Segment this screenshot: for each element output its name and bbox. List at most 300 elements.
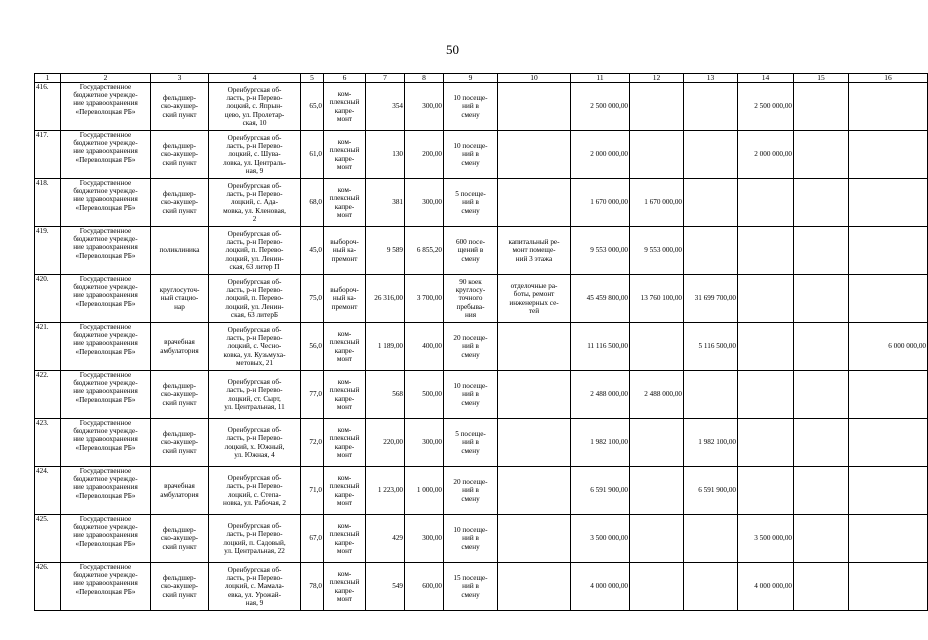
total-cost-text: 2 488 000,00 [590,390,628,399]
area-value [301,131,324,179]
cost-column-13 [684,515,738,563]
organization-name [61,323,151,371]
organization-name-text: Государственное бюджетное учрежде- ние здравоохранения «Переволоцкая РБ» [73,179,138,212]
capacity-value-text: 15 посеще- ний в смену [453,574,488,599]
cost-column-12 [630,227,684,275]
cost-column-12 [630,323,684,371]
cost-column-15 [794,275,849,323]
organization-name [61,515,151,563]
column-7-value [366,563,405,611]
cost-column-12 [630,515,684,563]
capacity-value-text: 600 посе- щений в смену [455,238,486,263]
column-header: 5 [301,74,324,83]
work-description [498,275,571,323]
organization-name-text: Государственное бюджетное учрежде- ние здравоохранения «Переволоцкая РБ» [73,515,138,548]
capacity-value-text: 5 посеще- ний в смену [455,190,486,215]
column-7-value [366,419,405,467]
cost-column-13 [684,467,738,515]
column-header: 4 [209,74,301,83]
organization-name-text: Государственное бюджетное учрежде- ние здравоохранения «Переволоцкая РБ» [73,131,138,164]
page-number: 50 [446,42,459,57]
cost-column-14 [738,371,794,419]
table-row [35,371,928,419]
total-cost-text: 3 500 000,00 [590,534,628,543]
capacity-value [444,515,498,563]
column-8-value-text: 300,00 [422,438,442,447]
facility-type [151,323,209,371]
total-cost [571,179,630,227]
cost-column-12 [630,371,684,419]
cost-column-16 [849,515,928,563]
column-8-value-text: 6 855,20 [416,246,442,255]
area-value [301,323,324,371]
cost-column-16 [849,371,928,419]
column-header: 13 [684,74,738,83]
facility-type-text: врачебная амбулатория [160,338,199,355]
area-value-text: 77,0 [309,390,322,399]
column-8-value [405,275,444,323]
column-header: 16 [849,74,928,83]
total-cost-text: 4 000 000,00 [590,582,628,591]
total-cost [571,83,630,131]
facility-address [209,371,301,419]
column-8-value-text: 300,00 [422,198,442,207]
capacity-value [444,419,498,467]
facility-type-text: фельдшер- ско-акушер- ский пункт [160,382,199,407]
row-number [35,83,61,131]
area-value-text: 78,0 [309,582,322,591]
organization-name [61,563,151,611]
area-value [301,179,324,227]
cost-column-14 [738,323,794,371]
capacity-value [444,563,498,611]
facility-address-text: Оренбургская об- ласть, р-н Перево- лоцкий, с. Ада- мовка, ул. Кленовая, 2 [223,181,286,223]
total-cost [571,467,630,515]
area-value [301,275,324,323]
work-type [324,227,366,275]
total-cost [571,323,630,371]
area-value [301,563,324,611]
column-7-value-text: 1 223,00 [377,486,403,495]
cost-column-16 [849,227,928,275]
total-cost [571,563,630,611]
area-value-text: 72,0 [309,438,322,447]
cost-column-12-text: 9 553 000,00 [644,246,682,255]
area-value-text: 65,0 [309,102,322,111]
organization-name [61,371,151,419]
facility-address-text: Оренбургская об- ласть, р-н Перево- лоцкий, п. Перево- лоцкий, ул. Ленин- ская, 63 литерБ [225,277,284,319]
work-description [498,371,571,419]
work-description [498,515,571,563]
column-header: 8 [405,74,444,83]
column-8-value [405,419,444,467]
column-8-value [405,563,444,611]
capacity-value [444,275,498,323]
organization-name [61,227,151,275]
column-8-value-text: 1 000,00 [416,486,442,495]
column-7-value-text: 354 [392,102,403,111]
facility-address [209,83,301,131]
total-cost-text: 1 982 100,00 [590,438,628,447]
table-row [35,131,928,179]
organization-name-text: Государственное бюджетное учрежде- ние здравоохранения «Переволоцкая РБ» [73,467,138,500]
table-row [35,563,928,611]
area-value [301,515,324,563]
cost-column-15 [794,563,849,611]
work-type [324,467,366,515]
total-cost-text: 1 670 000,00 [590,198,628,207]
facility-address-text: Оренбургская об- ласть, р-н Перево- лоцкий, п. Садовый, ул. Центральная, 22 [223,522,286,555]
capacity-value [444,227,498,275]
table-body [35,74,928,611]
cost-column-15 [794,227,849,275]
cost-column-13 [684,563,738,611]
table-row [35,83,928,131]
column-header: 6 [324,74,366,83]
facility-type-text: врачебная амбулатория [160,482,199,499]
table-row [35,515,928,563]
cost-column-14 [738,83,794,131]
column-7-value-text: 220,00 [383,438,403,447]
work-type-text: ком- плексный капре- монт [329,522,360,555]
area-value-text: 56,0 [309,342,322,351]
work-type-text: ком- плексный капре- монт [329,186,360,219]
row-number-text: 417. [36,131,49,139]
cost-column-13-text: 5 116 500,00 [698,342,736,351]
area-value [301,227,324,275]
row-number [35,371,61,419]
work-description [498,323,571,371]
cost-column-12 [630,563,684,611]
cost-column-13 [684,227,738,275]
facility-type [151,179,209,227]
column-7-value-text: 9 589 [386,246,403,255]
cost-column-13 [684,323,738,371]
cost-column-15 [794,179,849,227]
column-8-value [405,323,444,371]
organization-name [61,179,151,227]
cost-column-16 [849,563,928,611]
column-header: 3 [151,74,209,83]
work-type-text: ком- плексный капре- монт [329,474,360,507]
facility-type [151,563,209,611]
column-8-value [405,227,444,275]
area-value [301,371,324,419]
cost-column-16 [849,275,928,323]
column-header: 2 [61,74,151,83]
total-cost [571,131,630,179]
column-7-value-text: 568 [392,390,403,399]
work-type [324,419,366,467]
organization-name-text: Государственное бюджетное учрежде- ние здравоохранения «Переволоцкая РБ» [73,419,138,452]
total-cost [571,227,630,275]
capacity-value-text: 10 посеще- ний в смену [453,382,488,407]
cost-column-15 [794,131,849,179]
cost-column-12 [630,131,684,179]
work-type [324,371,366,419]
work-type [324,83,366,131]
work-type [324,323,366,371]
facilities-table [34,73,928,611]
row-number-text: 416. [36,83,49,91]
work-type-text: ком- плексный капре- монт [329,90,360,123]
row-number-text: 420. [36,275,49,283]
capacity-value [444,371,498,419]
organization-name [61,83,151,131]
total-cost-text: 2 000 000,00 [590,150,628,159]
cost-column-12-text: 13 760 100,00 [640,294,682,303]
cost-column-14 [738,419,794,467]
work-description [498,467,571,515]
capacity-value [444,83,498,131]
organization-name-text: Государственное бюджетное учрежде- ние здравоохранения «Переволоцкая РБ» [73,83,138,116]
table-row [35,275,928,323]
facility-type [151,275,209,323]
facility-address [209,131,301,179]
area-value [301,467,324,515]
work-description [498,83,571,131]
cost-column-15 [794,419,849,467]
cost-column-14 [738,131,794,179]
column-7-value-text: 130 [392,150,403,159]
column-8-value-text: 3 700,00 [416,294,442,303]
cost-column-13 [684,275,738,323]
column-header: 15 [794,74,849,83]
work-type [324,515,366,563]
cost-column-16 [849,131,928,179]
area-value-text: 71,0 [309,486,322,495]
facility-type [151,371,209,419]
cost-column-14-text: 4 000 000,00 [754,582,792,591]
work-type [324,179,366,227]
cost-column-12-text: 1 670 000,00 [644,198,682,207]
total-cost-text: 9 553 000,00 [590,246,628,255]
cost-column-12 [630,179,684,227]
row-number [35,515,61,563]
work-type-text: ком- плексный капре- монт [329,330,360,363]
work-description [498,179,571,227]
row-number [35,275,61,323]
facility-address-text: Оренбургская об- ласть, р-н Перево- лоцкий, с. Шува- ловка, ул. Централь- ная, 9 [223,133,286,175]
column-7-value [366,131,405,179]
cost-column-16 [849,83,928,131]
column-header: 12 [630,74,684,83]
column-7-value [366,275,405,323]
facility-address [209,419,301,467]
total-cost-text: 2 500 000,00 [590,102,628,111]
column-header: 7 [366,74,405,83]
total-cost-text: 11 116 500,00 [587,342,628,351]
cost-column-13-text: 1 982 100,00 [698,438,736,447]
cost-column-12 [630,275,684,323]
work-description [498,419,571,467]
work-type-text: ком- плексный капре- монт [329,426,360,459]
table-row [35,227,928,275]
row-number-text: 426. [36,563,49,571]
cost-column-16 [849,419,928,467]
capacity-value-text: 10 посеще- ний в смену [453,142,488,167]
cost-column-15 [794,371,849,419]
cost-column-14 [738,515,794,563]
area-value-text: 67,0 [309,534,322,543]
cost-column-15 [794,83,849,131]
table-row [35,419,928,467]
facility-address-text: Оренбургская об- ласть, р-н Перево- лоцкий, с. Мамала- евка, ул. Урожай- ная, 9 [224,565,285,607]
column-8-value [405,131,444,179]
organization-name-text: Государственное бюджетное учрежде- ние здравоохранения «Переволоцкая РБ» [73,563,138,596]
cost-column-13 [684,83,738,131]
cost-column-13 [684,131,738,179]
facility-address [209,323,301,371]
column-header: 10 [498,74,571,83]
row-number-text: 423. [36,419,49,427]
column-header: 14 [738,74,794,83]
work-type-text: ком- плексный капре- монт [329,378,360,411]
row-number-text: 418. [36,179,49,187]
work-type [324,563,366,611]
row-number [35,563,61,611]
row-number [35,323,61,371]
column-number-header-row [35,74,928,83]
capacity-value [444,131,498,179]
facility-address-text: Оренбургская об- ласть, р-н Перево- лоцкий, ст. Сырт, ул. Центральная, 11 [224,378,285,411]
work-type [324,131,366,179]
work-type-text: ком- плексный капре- монт [329,570,360,603]
cost-column-12 [630,467,684,515]
column-7-value [366,227,405,275]
facility-type-text: фельдшер- ско-акушер- ский пункт [160,430,199,455]
facility-type-text: фельдшер- ско-акушер- ский пункт [160,142,199,167]
area-value [301,419,324,467]
facility-type [151,83,209,131]
total-cost [571,275,630,323]
work-description-text: отделочные ра- боты, ремонт инженерных се- тей [509,282,559,315]
facility-type [151,131,209,179]
facility-type [151,227,209,275]
cost-column-14-text: 3 500 000,00 [754,534,792,543]
cost-column-16 [849,179,928,227]
work-type-text: ком- плексный капре- монт [329,138,360,171]
organization-name-text: Государственное бюджетное учрежде- ние здравоохранения «Переволоцкая РБ» [73,275,138,308]
cost-column-12 [630,83,684,131]
organization-name [61,467,151,515]
cost-column-16 [849,467,928,515]
row-number [35,467,61,515]
cost-column-13 [684,419,738,467]
organization-name-text: Государственное бюджетное учрежде- ние здравоохранения «Переволоцкая РБ» [73,323,138,356]
column-7-value-text: 429 [392,534,403,543]
column-8-value-text: 600,00 [422,582,442,591]
column-7-value [366,371,405,419]
work-description [498,227,571,275]
capacity-value [444,323,498,371]
cost-column-13-text: 6 591 900,00 [698,486,736,495]
total-cost [571,515,630,563]
facility-type-text: фельдшер- ско-акушер- ский пункт [160,574,199,599]
capacity-value-text: 10 посеще- ний в смену [453,94,488,119]
cost-column-14-text: 2 000 000,00 [754,150,792,159]
area-value-text: 68,0 [309,198,322,207]
facility-type-text: поликлиника [159,246,200,255]
facility-type-text: фельдшер- ско-акушер- ский пункт [160,526,199,551]
total-cost [571,419,630,467]
column-header: 11 [571,74,630,83]
cost-column-16-text: 6 000 000,00 [888,342,926,351]
column-7-value [366,83,405,131]
cost-column-16 [849,323,928,371]
facility-type-text: фельдшер- ско-акушер- ский пункт [160,94,199,119]
cost-column-12-text: 2 488 000,00 [644,390,682,399]
facility-address [209,179,301,227]
column-8-value-text: 300,00 [422,534,442,543]
organization-name [61,275,151,323]
table-row [35,323,928,371]
column-8-value-text: 400,00 [422,342,442,351]
column-7-value-text: 1 189,00 [377,342,403,351]
facility-address [209,515,301,563]
column-header: 9 [444,74,498,83]
cost-column-15 [794,323,849,371]
total-cost-text: 45 459 800,00 [586,294,628,303]
row-number-text: 422. [36,371,49,379]
facility-address-text: Оренбургская об- ласть, р-н Перево- лоцкий, с. Чесно- ковка, ул. Кузьмуха- метовых, 21 [223,325,286,367]
facility-address-text: Оренбургская об- ласть, р-н Перево- лоцкий, х. Южный, ул. Южная, 4 [224,426,285,459]
capacity-value-text: 90 коек круглосу- точного пребыва- ния [455,277,486,319]
row-number [35,179,61,227]
facility-address [209,275,301,323]
area-value [301,83,324,131]
facility-type-text: фельдшер- ско-акушер- ский пункт [160,190,199,215]
facility-type-text: круглосуточ- ный стацио- нар [159,286,200,311]
column-8-value-text: 200,00 [422,150,442,159]
table-row [35,179,928,227]
column-7-value [366,179,405,227]
cost-column-12 [630,419,684,467]
area-value-text: 61,0 [309,150,322,159]
column-7-value-text: 26 316,00 [374,294,403,303]
column-header: 1 [35,74,61,83]
organization-name-text: Государственное бюджетное учрежде- ние здравоохранения «Переволоцкая РБ» [73,227,138,260]
column-8-value [405,83,444,131]
cost-column-14 [738,563,794,611]
facility-address [209,467,301,515]
column-8-value-text: 300,00 [422,102,442,111]
cost-column-14 [738,275,794,323]
cost-column-15 [794,515,849,563]
total-cost [571,371,630,419]
facility-address-text: Оренбургская об- ласть, р-н Перево- лоцкий, с. Япрын- цево, ул. Пролетар- ская, 10 [224,85,285,127]
cost-column-14 [738,227,794,275]
facility-address-text: Оренбургская об- ласть, р-н Перево- лоцкий, с. Степа- новка, ул. Рабочая, 2 [222,474,286,507]
capacity-value [444,179,498,227]
total-cost-text: 6 591 900,00 [590,486,628,495]
row-number-text: 425. [36,515,49,523]
facility-type [151,419,209,467]
column-7-value-text: 381 [392,198,403,207]
cost-column-14 [738,467,794,515]
capacity-value-text: 20 посеще- ний в смену [453,334,488,359]
column-7-value [366,515,405,563]
work-description [498,131,571,179]
capacity-value-text: 10 посеще- ний в смену [453,526,488,551]
row-number-text: 419. [36,227,49,235]
facility-type [151,467,209,515]
work-type-text: выбороч- ный ка- премонт [330,286,359,311]
column-8-value-text: 500,00 [422,390,442,399]
column-7-value [366,467,405,515]
row-number-text: 424. [36,467,49,475]
organization-name [61,131,151,179]
